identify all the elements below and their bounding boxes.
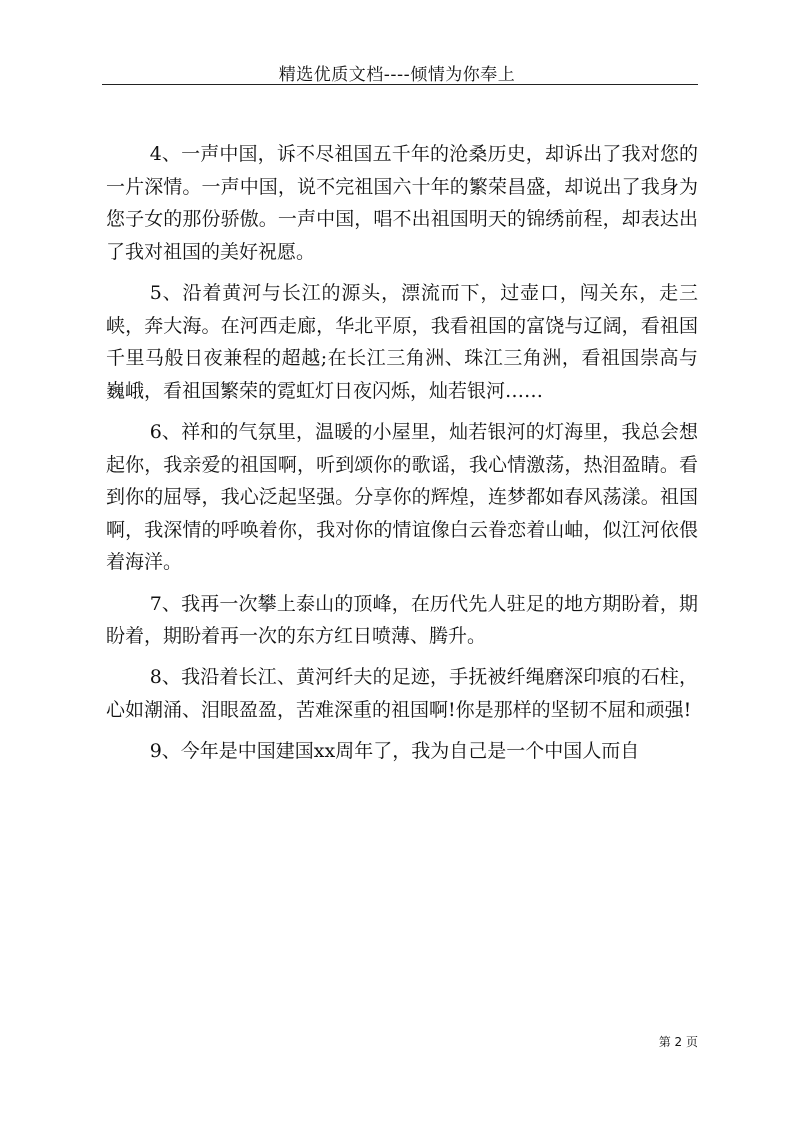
paragraph-8: 8、我沿着长江、黄河纤夫的足迹，手抚被纤绳磨深印痕的石柱，心如潮涌、泪眼盈盈，苦难深重的祖国啊!你是那样的坚韧不屈和顽强! <box>106 666 698 721</box>
header-divider <box>102 84 698 85</box>
paragraph-6: 6、祥和的气氛里，温暖的小屋里，灿若银河的灯海里，我总会想起你，我亲爱的祖国啊，听到颂你的歌谣，我心情激荡，热泪盈睛。看到你的屈辱，我心泛起坚强。分享你的辉煌，连梦都如春风荡漾。祖国啊，我深情的呼唤着你，我对你的情谊像白云眷恋着山岫，似江河依偎着海洋。 <box>106 420 698 574</box>
paragraph-9: 9、今年是中国建国xx周年了，我为自己是一个中国人而自 <box>149 740 640 763</box>
page-header-title: 精选优质文档----倾情为你奉上 <box>278 65 516 85</box>
paragraph-7: 7、我再一次攀上泰山的顶峰，在历代先人驻足的地方期盼着，期盼着，期盼着再一次的东方红日喷薄、腾升。 <box>106 592 698 648</box>
document-body <box>106 138 698 776</box>
paragraph-5: 5、沿着黄河与长江的源头，漂流而下，过壶口，闯关东，走三峡，奔大海。在河西走廊，华北平原，我看祖国的富饶与辽阔，看祖国千里马般日夜兼程的超越;在长江三角洲、珠江三角洲，看祖国崇高与巍峨，看祖国繁荣的霓虹灯日夜闪烁，灿若银河…… <box>106 281 698 402</box>
paragraph-4: 4、一声中国，诉不尽祖国五千年的沧桑历史，却诉出了我对您的一片深情。一声中国，说不完祖国六十年的繁荣昌盛，却说出了我身为您子女的那份骄傲。一声中国，唱不出祖国明天的锦绣前程，却表达出了我对祖国的美好祝愿。 <box>106 143 698 263</box>
page-number: 第 2 页 <box>658 1035 698 1049</box>
